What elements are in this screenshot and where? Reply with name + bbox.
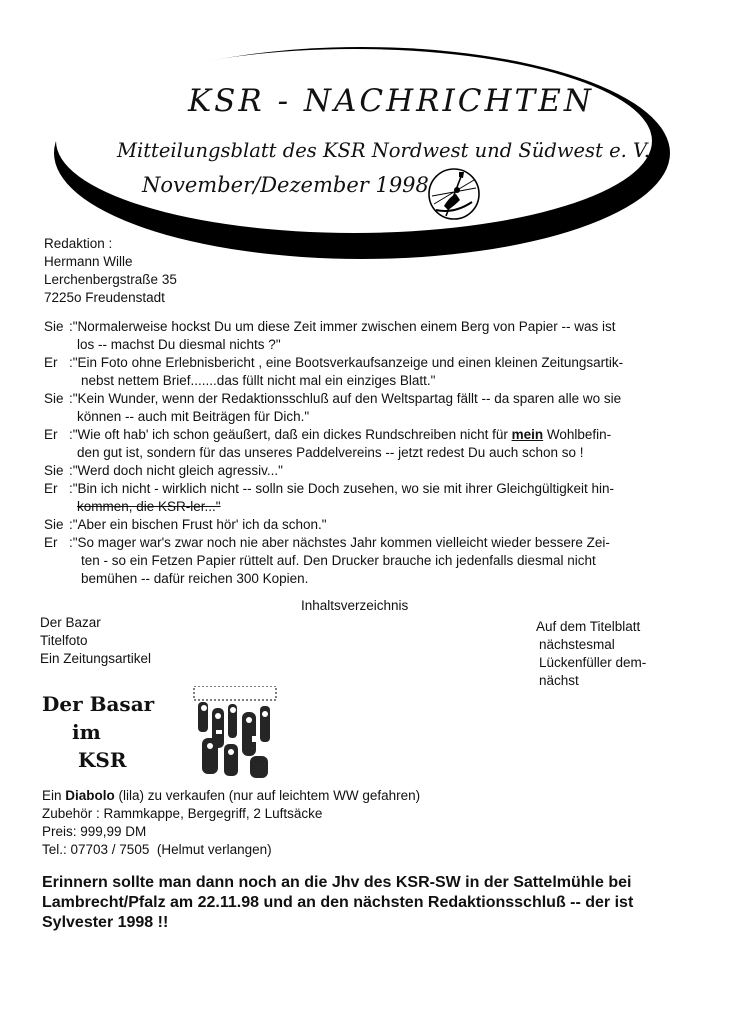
speaker: Er <box>44 427 58 442</box>
dialogue-line: den gut ist, sondern für das unseres Paddelvereins -- jetzt redest Du auch schon so ! <box>77 445 584 460</box>
dialogue-line: :"Wie oft hab' ich schon geäußert, daß ein dickes Rundschreiben nicht für <box>69 427 512 442</box>
masthead <box>38 43 678 261</box>
dialogue-line: können -- auch mit Beiträgen für Dich." <box>77 409 310 424</box>
ad-boat-name: Diabolo <box>65 788 115 803</box>
dialogue-entry <box>44 390 674 426</box>
ad-text: Ein <box>42 788 66 803</box>
final-note-line: Sylvester 1998 !! <box>42 914 169 931</box>
masthead-subtitle: Mitteilungsblatt des KSR Nordwest und Südwest e. V. <box>117 139 650 162</box>
toc-left-list <box>40 614 151 668</box>
toc-note: nächstesmal <box>539 637 615 652</box>
final-note <box>42 873 702 933</box>
dialogue-entry <box>44 318 674 354</box>
toc-right-list <box>536 618 646 690</box>
final-note-line: Erinnern sollte man dann noch an die Jhv des KSR-SW in der Sattelmühle bei <box>42 874 632 891</box>
ad-text: (lila) zu verkaufen (nur auf leichtem WW gefahren) <box>114 788 421 803</box>
toc-item: Titelfoto <box>40 633 88 648</box>
speaker: Sie <box>44 319 64 334</box>
speaker: Er <box>44 535 58 550</box>
speaker: Sie <box>44 517 64 532</box>
dialogue-entry <box>44 480 674 516</box>
emphasis-word: mein <box>511 427 544 442</box>
dialogue-line: :"Ein Foto ohne Erlebnisbericht , eine Bootsverkaufsanzeige und einen kleinen Zeitungsartik- <box>69 355 624 370</box>
toc-note: nächst <box>539 673 579 688</box>
ad-phone: Tel.: 07703 / 7505 (Helmut verlangen) <box>42 842 272 857</box>
speaker: Er <box>44 355 58 370</box>
dialogue-line: ten - so ein Fetzen Papier rüttelt auf. Den Drucker brauche ich jedenfalls diesmal nicht <box>81 553 596 568</box>
dialogue-entry <box>44 516 674 534</box>
dialogue-line: :"Werd doch nicht gleich agressiv..." <box>69 463 283 478</box>
toc-title: Inhaltsverzeichnis <box>301 598 409 613</box>
basar-photo-icon <box>192 686 278 780</box>
dialogue-line: :"So mager war's zwar noch nie aber nächstes Jahr kommen vielleicht wieder bessere Zei- <box>69 535 610 550</box>
dialogue-entry <box>44 426 674 462</box>
editorial-address <box>44 235 177 307</box>
ad-accessories: Zubehör : Rammkappe, Bergegriff, 2 Luftsäcke <box>42 806 323 821</box>
sale-ad <box>42 787 420 859</box>
dialogue <box>44 318 674 588</box>
dialogue-line: :"Aber ein bischen Frust hör' ich da schon." <box>69 517 327 532</box>
toc-item: Der Bazar <box>40 615 101 630</box>
toc-item: Ein Zeitungsartikel <box>40 651 152 666</box>
basar-line: KSR <box>78 748 127 772</box>
dialogue-line: :"Kein Wunder, wenn der Redaktionsschluß auf den Weltspartag fällt -- da sparen alle wo sie <box>69 391 622 406</box>
address-city: 7225o Freudenstadt <box>44 290 165 305</box>
toc-note: Lückenfüller dem- <box>539 655 647 670</box>
speaker: Er <box>44 481 58 496</box>
dialogue-line: :"Normalerweise hockst Du um diese Zeit immer zwischen einem Berg von Papier -- was ist <box>69 319 616 334</box>
masthead-issue: November/Dezember 1998 <box>142 173 429 197</box>
basar-line: im <box>72 720 101 744</box>
dialogue-line: Wohlbefin- <box>543 427 612 442</box>
kayak-paddler-icon <box>426 166 482 222</box>
dialogue-line: nebst nettem Brief.......das füllt nicht mal ein einziges Blatt." <box>81 373 436 388</box>
dialogue-line: kommen, die KSR-ler..." <box>77 499 221 514</box>
basar-line: Der Basar <box>42 692 155 716</box>
dialogue-entry <box>44 354 674 390</box>
ad-price: Preis: 999,99 DM <box>42 824 147 839</box>
dialogue-entry <box>44 534 674 588</box>
dialogue-line: :"Bin ich nicht - wirklich nicht -- solln sie Doch zusehen, wo sie mit ihrer Gleichgültigkeit hin- <box>69 481 614 496</box>
address-label: Redaktion : <box>44 236 113 251</box>
toc-note: Auf dem Titelblatt <box>536 619 641 634</box>
address-street: Lerchenbergstraße 35 <box>44 272 177 287</box>
address-name: Hermann Wille <box>44 254 133 269</box>
basar-heading <box>42 690 154 774</box>
dialogue-line: bemühen -- dafür reichen 300 Kopien. <box>81 571 309 586</box>
speaker: Sie <box>44 391 64 406</box>
speaker: Sie <box>44 463 64 478</box>
final-note-line: Lambrecht/Pfalz am 22.11.98 und an den nächsten Redaktionsschluß -- der ist <box>42 894 634 911</box>
dialogue-entry <box>44 462 674 480</box>
masthead-title: KSR - NACHRICHTEN <box>188 83 594 119</box>
dialogue-line: los -- machst Du diesmal nichts ?" <box>77 337 281 352</box>
